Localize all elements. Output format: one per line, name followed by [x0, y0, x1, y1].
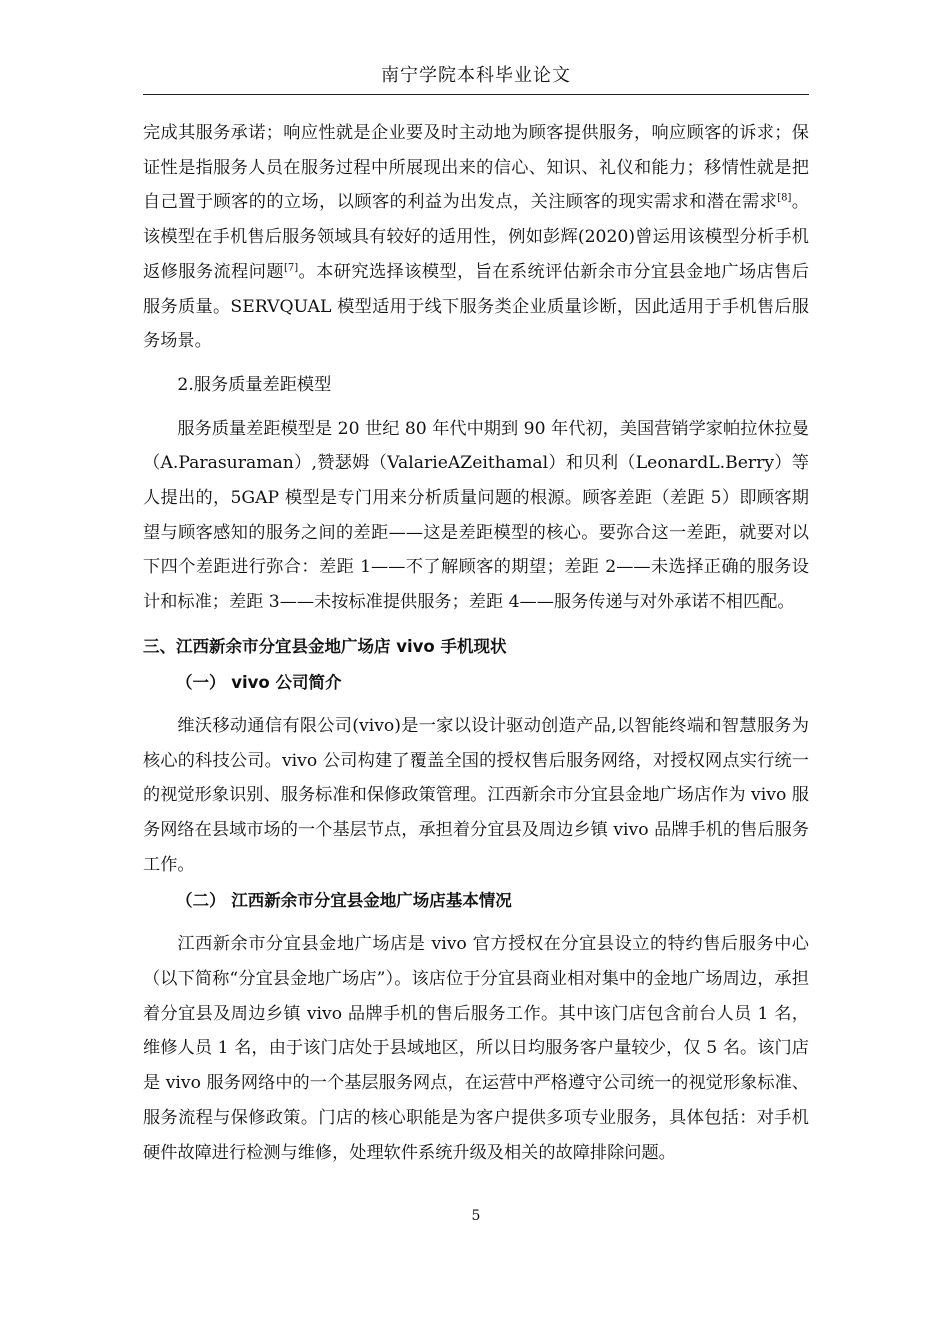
paragraph-vivo-intro: 维沃移动通信有限公司(vivo)是一家以设计驱动创造产品,以智能终端和智慧服务为核心的科技公司。vivo 公司构建了覆盖全国的授权售后服务网络，对授权网点实行统一的视觉形象识别、服务标准和保修政策管理。江西新余市分宜县金地广场店作为 vivo 服务网络在县域市场的一个基层节点，承担着分宜县及周边乡镇 vivo 品牌手机的售后服务工作。	[143, 715, 809, 875]
citation-8: [8]	[777, 192, 792, 204]
list-item-gap-model: 2.服务质量差距模型	[177, 374, 332, 395]
document-body	[143, 116, 809, 1170]
citation-7: [7]	[283, 262, 299, 274]
paragraph-store-info: 江西新余市分宜县金地广场店是 vivo 官方授权在分宜县设立的特约售后服务中心（以下简称“分宜县金地广场店”）。该店位于分宜县商业相对集中的金地广场周边，承担着分宜县及周边乡镇 vivo 品牌手机的售后服务工作。其中该门店包含前台人员 1 名，维修人员 1 名，由于该门店处于县域地区，所以日均服务客户量较少，仅 5 名。该门店是 vivo 服务网络中的一个基层服务网点，在运营中严格遵守公司统一的视觉形象标准、服务流程与保修政策。门店的核心职能是为客户提供多项专业服务，具体包括：对手机硬件故障进行检测与维修，处理软件系统升级及相关的故障排除问题。	[143, 934, 809, 1163]
paragraph-text: 。该模型在手机售后服务领域具有较好的适用性，例如彭辉(2020)曾运用该模型分析手机返修服务流程问题	[143, 192, 809, 282]
page-header: 南宁学院本科毕业论文	[381, 65, 571, 86]
paragraph-text: 完成其服务承诺；响应性就是企业要及时主动地为顾客提供服务，响应顾客的诉求；保证性是指服务人员在服务过程中所展现出来的信心、知识、礼仪和能力；移情性就是把自己置于顾客的的立场，以顾客的利益为出发点，关注顾客的现实需求和潜在需求	[143, 123, 809, 213]
paragraph-servqual	[143, 116, 809, 359]
section-heading: 三、江西新余市分宜县金地广场店 vivo 手机现状	[143, 636, 507, 656]
subsection-heading-1: （一） vivo 公司简介	[176, 672, 342, 692]
paragraph-text: 。本研究选择该模型，旨在系统评估新余市分宜县金地广场店售后服务质量。SERVQUAL 模型适用于线下服务类企业质量诊断，因此适用于手机售后服务场景。	[143, 261, 809, 352]
subsection-heading-2: （二） 江西新余市分宜县金地广场店基本情况	[176, 891, 512, 911]
page-number: 5	[471, 1208, 481, 1224]
header-rule	[143, 94, 809, 95]
paragraph-gap-model: 服务质量差距模型是 20 世纪 80 年代中期到 90 年代初，美国营销学家帕拉休拉曼（A.Parasuraman）,赞瑟姆（ValarieAZeithamal）和贝利（LeonardL.Berry）等人提出的，5GAP 模型是专门用来分析质量问题的根源。顾客差距（差距 5）即顾客期望与顾客感知的服务之间的差距——这是差距模型的核心。要弥合这一差距，就要对以下四个差距进行弥合：差距 1——不了解顾客的期望；差距 2——未选择正确的服务设计和标准；差距 3——未按标准提供服务；差距 4——服务传递与对外承诺不相匹配。	[143, 418, 809, 613]
